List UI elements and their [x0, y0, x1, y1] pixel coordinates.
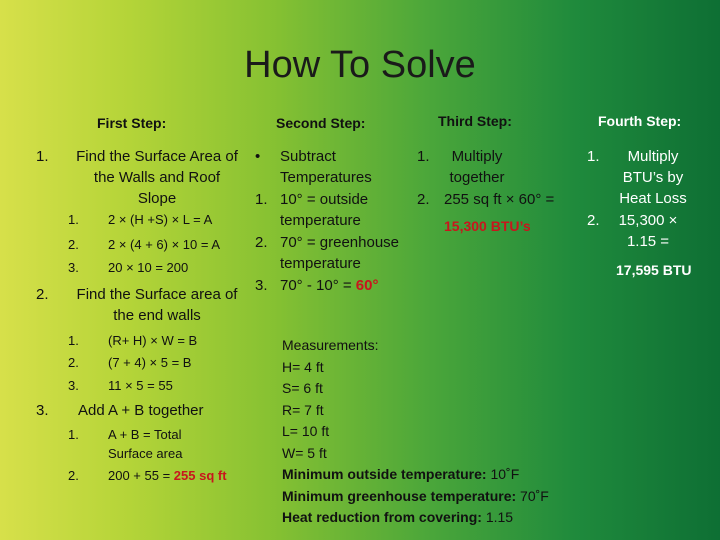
step2-item3-line — [280, 275, 378, 296]
slide-title: How To Solve — [244, 44, 476, 86]
step2-bullet-text: Subtract Temperatures — [280, 148, 372, 186]
step3-item2-text: 255 sq ft × 60° = — [444, 191, 555, 208]
measurement-s: S= 6 ft — [282, 380, 323, 396]
heat-reduction-value: 1.15 — [485, 509, 514, 525]
measurements-block — [282, 335, 682, 529]
first-step-header: First Step: — [97, 115, 167, 131]
step1-item3-sub1-text: A + B = Total Surface area — [108, 427, 183, 461]
step1-item3-text: Add A + B together — [78, 402, 204, 419]
step1-item1-sub3-text: 20 × 10 = 200 — [108, 260, 189, 275]
step1-item2-sub2-text: (7 + 4) × 5 = B — [108, 355, 192, 370]
step3-item1-text: Multiply together — [449, 148, 505, 186]
total-btu-result: 17,595 BTU — [616, 262, 692, 278]
temperature-difference-result: 60° — [355, 277, 379, 294]
fourth-step-header: Fourth Step: — [598, 113, 682, 129]
step1-item2-number: 2. — [36, 286, 49, 303]
step1-item3-sub1-number: 1. — [68, 427, 79, 442]
measurement-h: H= 4 ft — [282, 358, 324, 375]
btu-result: 15,300 BTU’s — [444, 218, 531, 234]
step2-item2-text: 70° = greenhouse temperature — [280, 234, 400, 272]
step1-item1-sub2-text: 2 × (4 + 6) × 10 = A — [108, 237, 221, 252]
min-greenhouse-value: 70˚F — [520, 487, 549, 504]
step1-item1-sub3-number: 3. — [68, 260, 79, 275]
min-outside-value: 10˚F — [490, 466, 520, 482]
step1-item2-sub1-text: (R+ H) × W = B — [108, 333, 198, 348]
step1-item3-sub2-number: 2. — [68, 468, 79, 483]
step2-item1-text: 10° = outside temperature — [280, 191, 369, 229]
step2-bullet: • — [255, 148, 261, 165]
step1-item2-sub1-number: 1. — [68, 333, 79, 348]
step4-item1-number: 1. — [587, 148, 600, 165]
min-outside-temperature — [282, 464, 682, 486]
measurement-w: W= 5 ft — [282, 444, 327, 461]
step1-item3-sub2-prefix: 200 + 55 = — [108, 468, 174, 483]
step4-item2-text: 15,300 × 1.15 = — [618, 212, 678, 250]
heat-reduction — [282, 507, 682, 529]
third-step-header: Third Step: — [438, 113, 512, 129]
step3-item1-number: 1. — [417, 148, 430, 165]
heat-reduction-label: Heat reduction from covering: — [282, 509, 482, 525]
step1-item2-text: Find the Surface area of the end walls — [76, 286, 238, 324]
step2-item3-number: 3. — [255, 277, 268, 294]
measurement-r: R= 7 ft — [282, 401, 324, 418]
step1-item1-sub2-number: 2. — [68, 237, 79, 252]
measurement-l: L= 10 ft — [282, 423, 330, 439]
step2-item2-number: 2. — [255, 234, 268, 251]
min-outside-label: Minimum outside temperature: — [282, 466, 487, 482]
min-greenhouse-label: Minimum greenhouse temperature: — [282, 487, 517, 504]
step3-item2-number: 2. — [417, 191, 430, 208]
step4-item1-text: Multiply BTU’s by Heat Loss — [619, 148, 687, 207]
step1-item2-sub3-text: 11 × 5 = 55 — [108, 378, 173, 393]
step1-item3-sub2-line — [108, 466, 227, 485]
step1-item1-text: Find the Surface Area of the Walls and Roof Slope — [76, 148, 238, 207]
second-step-header: Second Step: — [276, 115, 366, 131]
step1-item1-number: 1. — [36, 148, 49, 165]
min-greenhouse-temperature — [282, 486, 682, 508]
step2-item1-number: 1. — [255, 191, 268, 208]
measurements-heading: Measurements: — [282, 337, 379, 353]
step1-item1-sub1-text: 2 × (H +S) × L = A — [108, 212, 213, 227]
step1-item3-number: 3. — [36, 402, 49, 419]
step1-item2-sub2-number: 2. — [68, 355, 79, 370]
surface-area-result: 255 sq ft — [173, 468, 227, 483]
step2-item3-prefix: 70° - 10° = — [280, 277, 356, 294]
step1-item2-sub3-number: 3. — [68, 378, 79, 393]
step1-item1-sub1-number: 1. — [68, 212, 79, 227]
step4-item2-number: 2. — [587, 212, 600, 229]
